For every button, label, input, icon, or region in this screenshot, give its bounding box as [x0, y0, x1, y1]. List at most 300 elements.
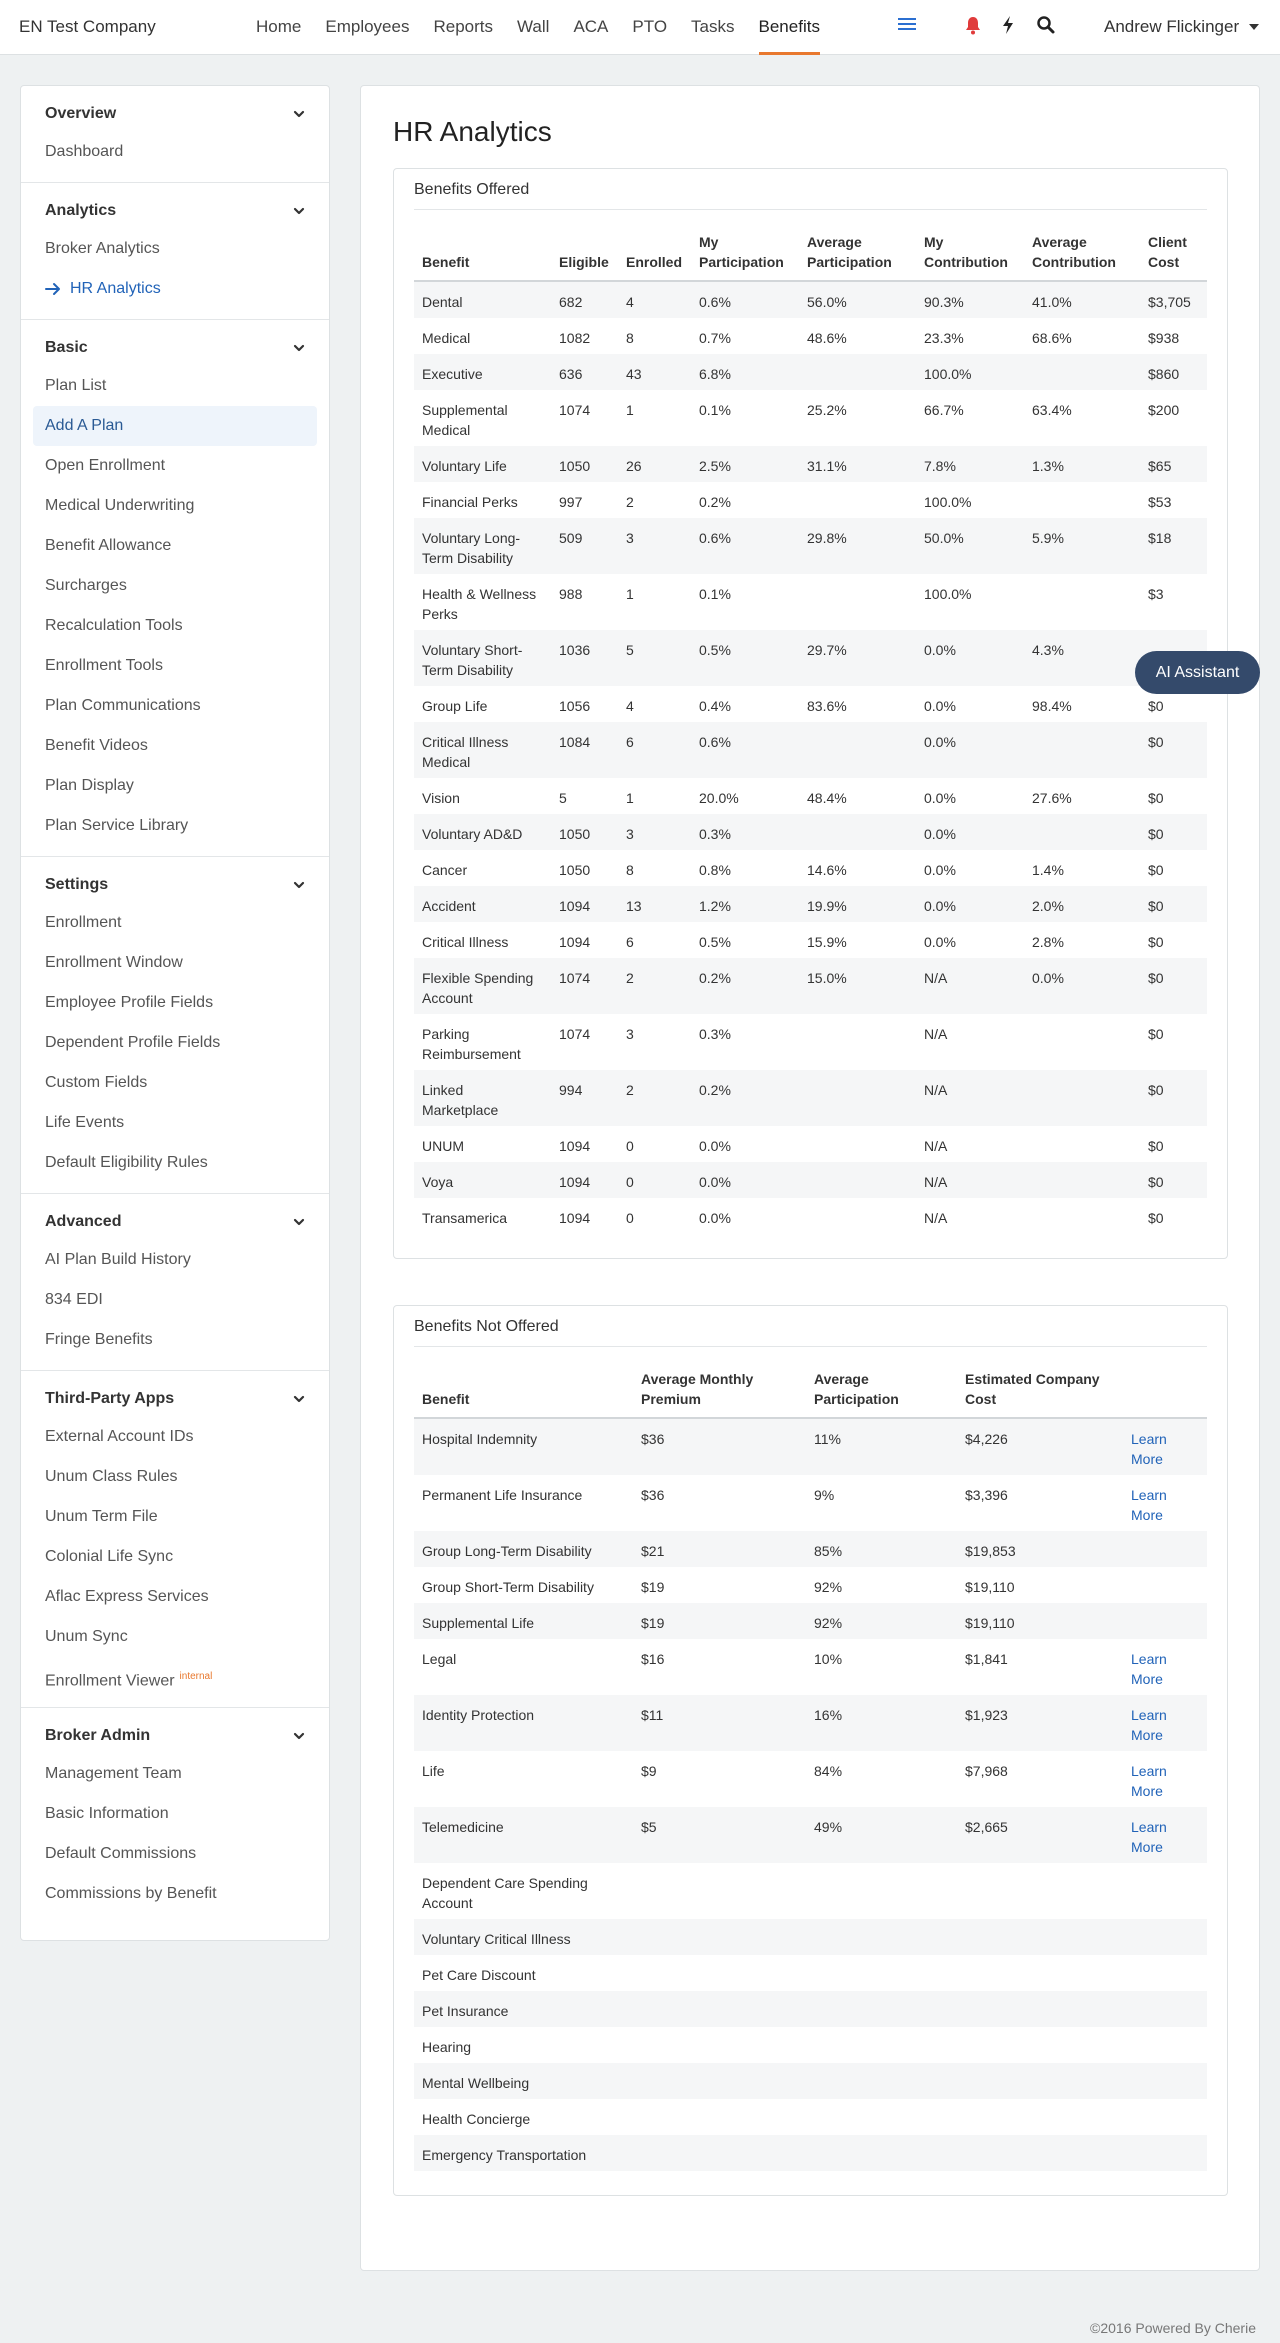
- table-cell: 6: [626, 934, 634, 950]
- table-cell: $0: [1148, 790, 1164, 806]
- sidebar-item-default-eligibility-rules[interactable]: [33, 1143, 317, 1183]
- table-row: [414, 390, 1207, 446]
- table-row: [414, 1919, 1207, 1955]
- table-cell: 0.6%: [691, 281, 799, 318]
- table-row: [414, 2099, 1207, 2135]
- table-cell: Voluntary Long-Term Disability: [414, 518, 551, 574]
- top-navbar: [0, 0, 1280, 55]
- table-row: [414, 318, 1207, 354]
- table-cell: [957, 2099, 1123, 2135]
- table-cell: 48.4%: [807, 790, 847, 806]
- table-cell: [1024, 1198, 1140, 1234]
- nav-reports[interactable]: Reports: [433, 17, 493, 36]
- table-cell: [1024, 814, 1140, 850]
- table-cell: [806, 1955, 957, 1991]
- sidebar-item-life-events[interactable]: [33, 1103, 317, 1143]
- sidebar-item-benefit-videos[interactable]: [33, 726, 317, 766]
- page-title: HR Analytics: [393, 116, 552, 147]
- sidebar-section-title: Third-Party Apps: [45, 1390, 175, 1407]
- table-cell: 20.0%: [699, 790, 739, 806]
- table-cell: $9: [641, 1763, 657, 1779]
- sidebar-item-ai-plan-build-history[interactable]: [33, 1240, 317, 1280]
- sidebar-item-dashboard[interactable]: [33, 132, 317, 172]
- table-cell: [633, 1991, 806, 2027]
- table-cell: 1094: [551, 886, 618, 922]
- nav-pto[interactable]: PTO: [632, 17, 668, 36]
- sidebar-section-header[interactable]: [33, 1204, 317, 1240]
- column-header: [1123, 1369, 1207, 1418]
- sidebar-item-enrollment-window[interactable]: [33, 943, 317, 983]
- table-row: [414, 1070, 1207, 1126]
- table-cell: Supplemental Life: [414, 1603, 633, 1639]
- column-header: Average Contribution: [1024, 232, 1140, 281]
- table-cell: 509: [551, 518, 618, 574]
- table-cell: [957, 1991, 1123, 2027]
- sidebar-item-surcharges[interactable]: [33, 566, 317, 606]
- table-cell: 1.4%: [1032, 862, 1064, 878]
- table-cell: 2: [618, 958, 691, 1014]
- table-cell: Telemedicine: [414, 1807, 633, 1863]
- table-cell: 5.9%: [1024, 518, 1140, 574]
- table-cell: $200: [1148, 402, 1180, 418]
- table-cell: 0.7%: [699, 330, 731, 346]
- table-cell: [799, 1126, 916, 1162]
- sidebar-item-plan-list[interactable]: [33, 366, 317, 406]
- chevron-down-icon: [293, 879, 305, 891]
- chevron-down-icon: [293, 1730, 305, 1742]
- learn-more-link[interactable]: Learn More: [1131, 1651, 1167, 1687]
- column-header: Benefit: [414, 232, 551, 281]
- sidebar-item-label: Enrollment Viewer: [45, 1672, 175, 1690]
- table-cell: 1: [626, 790, 634, 806]
- table-row: [414, 354, 1207, 390]
- table-cell: [633, 2135, 806, 2171]
- column-header: Client Cost: [1140, 232, 1207, 281]
- benefits-offered-title: Benefits Offered: [414, 169, 1207, 210]
- table-row: [414, 1751, 1207, 1807]
- hamburger-menu-icon[interactable]: [898, 15, 916, 37]
- sidebar-item-recalculation-tools[interactable]: [33, 606, 317, 646]
- table-cell: 29.8%: [799, 518, 916, 574]
- table-row: [414, 630, 1207, 686]
- nav-benefits[interactable]: Benefits: [759, 0, 820, 55]
- learn-more-link[interactable]: Learn More: [1131, 1763, 1167, 1799]
- sidebar-item-label: 834 EDI: [45, 1291, 103, 1308]
- table-cell: $2,665: [957, 1807, 1123, 1863]
- sidebar-item-default-commissions[interactable]: [33, 1834, 317, 1874]
- table-cell: Pet Care Discount: [422, 1967, 536, 1983]
- table-cell: $4,226: [957, 1418, 1123, 1475]
- sidebar-item-enrollment-viewer[interactable]: [33, 1657, 317, 1697]
- sidebar-item-label: Medical Underwriting: [45, 497, 195, 514]
- sidebar-item-label: Dashboard: [45, 143, 124, 160]
- learn-more-link[interactable]: Learn More: [1123, 1807, 1207, 1863]
- table-cell: $16: [641, 1651, 665, 1667]
- table-cell: 4: [626, 698, 634, 714]
- sidebar-item-external-account-ids[interactable]: [33, 1417, 317, 1457]
- table-cell: 19.9%: [799, 886, 916, 922]
- table-cell: [957, 1863, 1123, 1919]
- table-cell: 100.0%: [924, 586, 972, 602]
- table-cell: 682: [551, 281, 618, 318]
- table-cell: Flexible Spending Account: [414, 958, 551, 1014]
- table-cell: [1123, 1603, 1207, 1639]
- sidebar: [20, 85, 330, 1941]
- learn-more-link[interactable]: Learn More: [1131, 1487, 1167, 1523]
- sidebar-item-label: Recalculation Tools: [45, 617, 183, 634]
- sidebar-item-basic-information[interactable]: [33, 1794, 317, 1834]
- table-row: [414, 778, 1207, 814]
- table-cell: Health Concierge: [422, 2111, 531, 2127]
- sidebar-item-colonial-life-sync[interactable]: [33, 1537, 317, 1577]
- table-cell: 1074: [559, 402, 591, 418]
- benefits-not-offered-card: [393, 1305, 1228, 2196]
- benefits-not-offered-table: [414, 1369, 1207, 2171]
- nav-home[interactable]: Home: [256, 17, 302, 36]
- sidebar-item-label: Employee Profile Fields: [45, 994, 214, 1011]
- table-cell: 90.3%: [916, 281, 1024, 318]
- sidebar-item-label: Enrollment Window: [45, 954, 183, 971]
- table-cell: 56.0%: [799, 281, 916, 318]
- sidebar-item-enrollment-tools[interactable]: [33, 646, 317, 686]
- table-row: [414, 1807, 1207, 1863]
- table-cell: [1123, 1863, 1207, 1919]
- table-cell: 0.0%: [924, 862, 956, 878]
- table-cell: [1123, 1531, 1207, 1567]
- nav-tasks[interactable]: Tasks: [691, 17, 735, 36]
- column-header: Average Monthly Premium: [633, 1369, 806, 1418]
- table-cell: $0: [1148, 1210, 1164, 1226]
- table-cell: $0: [1140, 958, 1207, 1014]
- table-cell: $860: [1140, 354, 1207, 390]
- table-cell: $0: [1140, 886, 1207, 922]
- table-cell: $65: [1140, 446, 1207, 482]
- company-name[interactable]: EN Test Company: [19, 17, 156, 36]
- sidebar-section-header[interactable]: [33, 330, 317, 366]
- table-cell: Permanent Life Insurance: [422, 1487, 583, 1503]
- main-nav: [244, 0, 832, 55]
- table-cell: [806, 2027, 957, 2063]
- table-cell: 0.0%: [924, 698, 956, 714]
- table-row: [414, 1955, 1207, 1991]
- nav-employees[interactable]: Employees: [325, 17, 410, 36]
- table-cell: [799, 574, 916, 630]
- column-header: Benefit: [414, 1369, 633, 1418]
- user-name: Andrew Flickinger: [1104, 17, 1240, 36]
- table-cell: [799, 722, 916, 778]
- table-cell: 988: [559, 586, 583, 602]
- table-cell: [1024, 574, 1140, 630]
- table-cell: [1123, 2027, 1207, 2063]
- chevron-down-icon: [293, 108, 305, 120]
- table-row: [414, 1991, 1207, 2027]
- sidebar-section-third-party-apps: [21, 1371, 329, 1708]
- table-row: [414, 482, 1207, 518]
- table-cell: [806, 1863, 957, 1919]
- table-cell: 98.4%: [1032, 698, 1072, 714]
- table-row: [414, 518, 1207, 574]
- table-cell: 0: [626, 1138, 634, 1154]
- sidebar-item-label: Benefit Allowance: [45, 537, 172, 554]
- sidebar-item-add-a-plan[interactable]: [33, 406, 317, 446]
- sidebar-item-management-team[interactable]: [33, 1754, 317, 1794]
- table-cell: 27.6%: [1032, 790, 1072, 806]
- table-cell: 636: [551, 354, 618, 390]
- table-cell: [1123, 1567, 1207, 1603]
- sidebar-section-analytics: [21, 183, 329, 320]
- sidebar-section-title: Basic: [45, 339, 88, 356]
- sidebar-item-dependent-profile-fields[interactable]: [33, 1023, 317, 1063]
- table-cell: $0: [1140, 1070, 1207, 1126]
- table-cell: [633, 2063, 806, 2099]
- column-header: Eligible: [551, 232, 618, 281]
- sidebar-section-basic: [21, 320, 329, 857]
- table-cell: $19,110: [965, 1579, 1015, 1595]
- sidebar-item-834-edi[interactable]: [33, 1280, 317, 1320]
- table-cell: 1074: [559, 1026, 591, 1042]
- sidebar-section-header[interactable]: [33, 96, 317, 132]
- table-cell: 11%: [806, 1418, 957, 1475]
- table-cell: $0: [1148, 698, 1164, 714]
- sidebar-item-commissions-by-benefit[interactable]: [33, 1874, 317, 1914]
- sidebar-item-custom-fields[interactable]: [33, 1063, 317, 1103]
- table-cell: 15.9%: [807, 934, 847, 950]
- sidebar-item-label: External Account IDs: [45, 1428, 194, 1445]
- table-cell: Hearing: [422, 2039, 472, 2055]
- table-cell: $0: [1148, 1138, 1164, 1154]
- table-cell: $7,968: [965, 1763, 1008, 1779]
- sidebar-item-label: Surcharges: [45, 577, 127, 594]
- table-cell: 994: [551, 1070, 618, 1126]
- table-cell: 0.0%: [924, 790, 956, 806]
- table-cell: $36: [641, 1487, 665, 1503]
- table-cell: $0: [1140, 722, 1207, 778]
- arrow-right-icon: [45, 282, 61, 296]
- table-cell: 2.0%: [1024, 886, 1140, 922]
- table-cell: Financial Perks: [422, 494, 518, 510]
- table-cell: 0.2%: [691, 1070, 799, 1126]
- sidebar-item-plan-service-library[interactable]: [33, 806, 317, 846]
- table-cell: Supplemental Medical: [422, 402, 508, 438]
- table-cell: 0.6%: [691, 722, 799, 778]
- table-cell: 1082: [559, 330, 591, 346]
- table-cell: $53: [1148, 494, 1172, 510]
- lightning-bolt-icon[interactable]: [1000, 15, 1016, 35]
- sidebar-section-overview: [21, 86, 329, 183]
- sidebar-item-plan-display[interactable]: [33, 766, 317, 806]
- sidebar-item-label: Default Commissions: [45, 1845, 197, 1862]
- table-cell: [633, 2099, 806, 2135]
- table-cell: $19: [633, 1603, 806, 1639]
- sidebar-item-enrollment[interactable]: [33, 903, 317, 943]
- table-row: [414, 1014, 1207, 1070]
- column-header: Enrolled: [618, 232, 691, 281]
- table-cell: 68.6%: [1032, 330, 1072, 346]
- main-panel: [360, 85, 1260, 2271]
- sidebar-section-header[interactable]: [33, 193, 317, 229]
- table-cell: 1094: [559, 1138, 591, 1154]
- table-cell: 100.0%: [924, 494, 972, 510]
- table-cell: [1024, 722, 1140, 778]
- caret-down-icon: [1249, 24, 1259, 30]
- table-row: [414, 446, 1207, 482]
- table-cell: 0.3%: [691, 814, 799, 850]
- nav-wall[interactable]: Wall: [517, 17, 550, 36]
- table-cell: 0.1%: [699, 402, 731, 418]
- table-cell: [1024, 1126, 1140, 1162]
- nav-aca[interactable]: ACA: [573, 17, 609, 36]
- table-cell: 10%: [814, 1651, 843, 1667]
- table-cell: 1.2%: [691, 886, 799, 922]
- table-cell: 1084: [551, 722, 618, 778]
- table-cell: 23.3%: [924, 330, 964, 346]
- sidebar-item-employee-profile-fields[interactable]: [33, 983, 317, 1023]
- table-cell: 2: [618, 1070, 691, 1126]
- sidebar-item-medical-underwriting[interactable]: [33, 486, 317, 526]
- table-cell: 997: [559, 494, 583, 510]
- table-cell: [799, 814, 916, 850]
- table-cell: N/A: [924, 1138, 948, 1154]
- sidebar-item-open-enrollment[interactable]: [33, 446, 317, 486]
- sidebar-item-label: Basic Information: [45, 1805, 169, 1822]
- search-icon[interactable]: [1036, 15, 1056, 35]
- sidebar-section-header[interactable]: [33, 867, 317, 903]
- sidebar-item-benefit-allowance[interactable]: [33, 526, 317, 566]
- bell-icon[interactable]: [964, 15, 982, 35]
- table-cell: N/A: [924, 1210, 948, 1226]
- table-cell: Pet Insurance: [414, 1991, 633, 2027]
- table-cell: $0: [1148, 1026, 1164, 1042]
- table-cell: 0.0%: [916, 630, 1024, 686]
- table-cell: 6.8%: [691, 354, 799, 390]
- sidebar-section-header[interactable]: [33, 1381, 317, 1417]
- table-cell: 7.8%: [916, 446, 1024, 482]
- table-row: [414, 1198, 1207, 1234]
- table-cell: Linked Marketplace: [414, 1070, 551, 1126]
- sidebar-item-plan-communications[interactable]: [33, 686, 317, 726]
- column-header: Average Participation: [799, 232, 916, 281]
- sidebar-item-label: Management Team: [45, 1765, 182, 1782]
- benefits-offered-table: [414, 232, 1207, 1234]
- sidebar-item-unum-sync[interactable]: [33, 1617, 317, 1657]
- table-cell: 1: [626, 586, 634, 602]
- table-cell: $5: [633, 1807, 806, 1863]
- sidebar-item-broker-analytics[interactable]: [33, 229, 317, 269]
- sidebar-item-label: Plan List: [45, 377, 107, 394]
- sidebar-item-label: Custom Fields: [45, 1074, 148, 1091]
- table-row: [414, 886, 1207, 922]
- sidebar-item-label: AI Plan Build History: [45, 1251, 191, 1268]
- sidebar-item-aflac-express-services[interactable]: [33, 1577, 317, 1617]
- table-cell: 2.8%: [1032, 934, 1064, 950]
- table-cell: $18: [1140, 518, 1207, 574]
- table-cell: 5: [618, 630, 691, 686]
- table-row: [414, 1475, 1207, 1531]
- table-cell: 41.0%: [1024, 281, 1140, 318]
- sidebar-item-label: Unum Term File: [45, 1508, 158, 1525]
- table-cell: 3: [618, 814, 691, 850]
- table-cell: 2.5%: [691, 446, 799, 482]
- table-row: [414, 1695, 1207, 1751]
- sidebar-section-title: Analytics: [45, 202, 117, 219]
- table-cell: $0: [1148, 934, 1164, 950]
- table-cell: 0.0%: [699, 1210, 731, 1226]
- table-cell: [1123, 1919, 1207, 1955]
- table-row: [414, 1639, 1207, 1695]
- table-row: [414, 1863, 1207, 1919]
- table-cell: 0: [626, 1210, 634, 1226]
- table-cell: 5: [559, 790, 567, 806]
- table-row: [414, 850, 1207, 886]
- table-cell: [799, 1070, 916, 1126]
- learn-more-link[interactable]: Learn More: [1123, 1418, 1207, 1475]
- table-cell: [957, 1919, 1123, 1955]
- table-cell: [806, 2099, 957, 2135]
- sidebar-item-fringe-benefits[interactable]: [33, 1320, 317, 1360]
- table-cell: [806, 2135, 957, 2171]
- table-cell: Voluntary Critical Illness: [414, 1919, 633, 1955]
- sidebar-section-header[interactable]: [33, 1718, 317, 1754]
- sidebar-item-unum-class-rules[interactable]: [33, 1457, 317, 1497]
- table-cell: [633, 1955, 806, 1991]
- table-cell: $36: [633, 1418, 806, 1475]
- user-menu[interactable]: [1104, 17, 1259, 37]
- table-cell: [633, 2027, 806, 2063]
- table-cell: Health & Wellness Perks: [422, 586, 537, 622]
- table-cell: 83.6%: [807, 698, 847, 714]
- table-cell: 3: [626, 1026, 634, 1042]
- table-row: [414, 686, 1207, 722]
- table-cell: [1024, 1014, 1140, 1070]
- table-cell: Hospital Indemnity: [414, 1418, 633, 1475]
- sidebar-item-unum-term-file[interactable]: [33, 1497, 317, 1537]
- table-cell: [806, 2063, 957, 2099]
- table-cell: 1074: [551, 958, 618, 1014]
- column-header: Estimated Company Cost: [957, 1369, 1123, 1418]
- sidebar-section-title: Overview: [45, 105, 117, 122]
- table-cell: $3,396: [965, 1487, 1008, 1503]
- sidebar-item-label: Unum Sync: [45, 1628, 128, 1645]
- sidebar-item-label: Dependent Profile Fields: [45, 1034, 221, 1051]
- table-cell: 0.4%: [699, 698, 731, 714]
- sidebar-item-label: Enrollment: [45, 914, 122, 931]
- table-cell: [1123, 1991, 1207, 2027]
- column-header: My Participation: [691, 232, 799, 281]
- table-cell: Medical: [422, 330, 471, 346]
- table-cell: 0.2%: [691, 958, 799, 1014]
- table-cell: 1036: [551, 630, 618, 686]
- learn-more-link[interactable]: Learn More: [1123, 1695, 1207, 1751]
- table-cell: 26: [618, 446, 691, 482]
- table-cell: $11: [633, 1695, 806, 1751]
- table-cell: Identity Protection: [414, 1695, 633, 1751]
- table-cell: N/A: [916, 1070, 1024, 1126]
- ai-assistant-button[interactable]: AI Assistant: [1135, 651, 1260, 694]
- sidebar-item-label: Benefit Videos: [45, 737, 148, 754]
- table-cell: [1123, 2063, 1207, 2099]
- sidebar-item-label: Colonial Life Sync: [45, 1548, 174, 1565]
- table-cell: 0.0%: [699, 1138, 731, 1154]
- table-row: [414, 722, 1207, 778]
- table-cell: 0.3%: [699, 1026, 731, 1042]
- table-cell: 1094: [559, 934, 591, 950]
- table-cell: [1024, 482, 1140, 518]
- table-cell: 92%: [814, 1579, 843, 1595]
- sidebar-item-hr-analytics[interactable]: [33, 269, 317, 309]
- table-cell: 49%: [806, 1807, 957, 1863]
- table-cell: [1123, 2099, 1207, 2135]
- table-cell: N/A: [924, 1026, 948, 1042]
